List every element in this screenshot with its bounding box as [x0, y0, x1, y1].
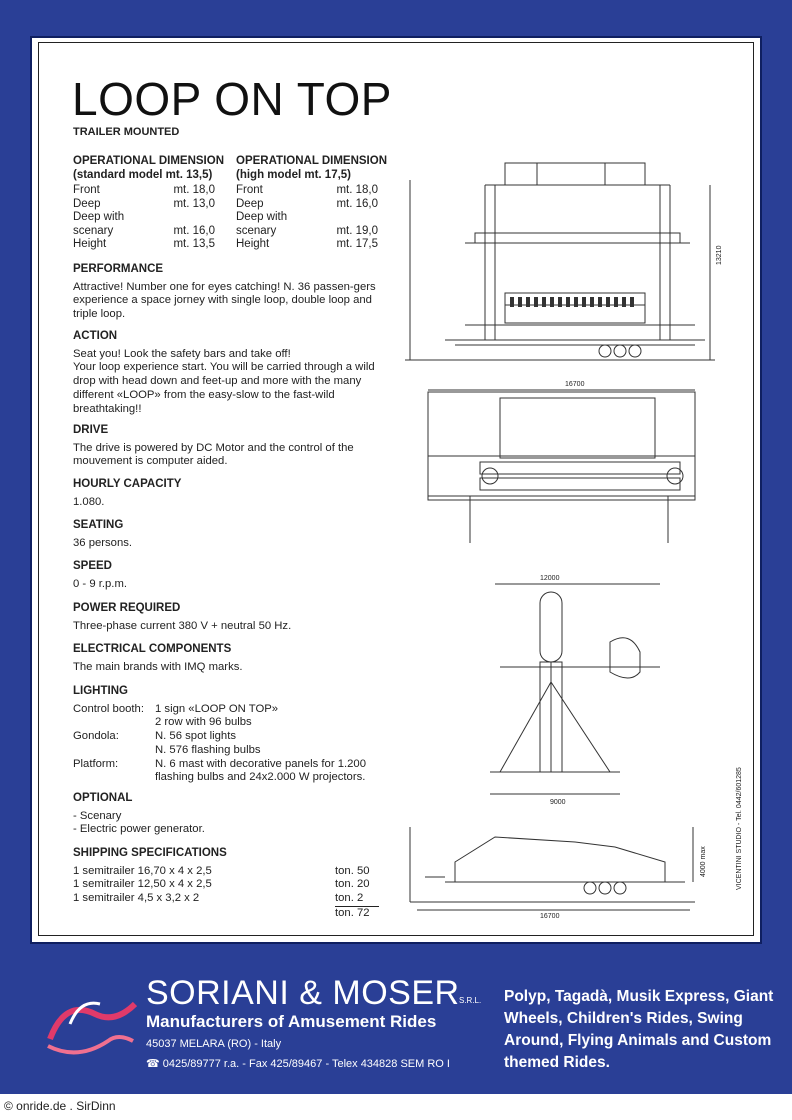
- dim-row: Height mt. 13,5: [73, 238, 215, 250]
- image-credit: © onride.de . SirDinn: [0, 1094, 792, 1120]
- section-performance: [73, 263, 383, 322]
- brand-tagline: Manufacturers of Amusement Rides: [146, 1012, 437, 1031]
- section-seating: [73, 519, 383, 550]
- height-label: 13210: [716, 245, 723, 265]
- brand-suffix: S.R.L.: [459, 996, 482, 1005]
- section-optional: [73, 792, 383, 837]
- shipping-table: [73, 865, 379, 921]
- lighting-row: Platform: N. 6 mast with decorative panels for 1.200 flashing bulbs and 24x2.000 W projectors.: [73, 757, 366, 784]
- company-logo: [40, 984, 140, 1064]
- dim-row: Deep mt. 13,0: [73, 197, 215, 210]
- section-heading: LIGHTING: [73, 685, 128, 697]
- section-heading: OPTIONAL: [73, 792, 133, 804]
- company-contact: ☎ 0425/89777 r.a. - Fax 425/89467 - Telex 434828 SEM RO I: [146, 1058, 450, 1070]
- dim-row: scenary mt. 16,0: [73, 224, 215, 237]
- section-text: Seat you! Look the safety bars and take off!: [73, 347, 291, 360]
- dim-row: scenary mt. 19,0: [236, 224, 378, 237]
- dimension-model: (standard model mt. 13,5): [73, 168, 213, 181]
- product-list: Polyp, Tagadà, Musik Express, Giant Wheels, Children's Rides, Swing Around, Flying Animals and Custom themed Rides.: [504, 988, 774, 1071]
- dimension-high: [236, 155, 387, 252]
- top-plan-drawing: [410, 378, 710, 548]
- section-shipping: [73, 847, 383, 921]
- section-heading: ACTION: [73, 330, 118, 342]
- table-row: 1 semitrailer 4,5 x 3,2 x 2 ton. 2: [73, 892, 379, 906]
- section-text: 36 persons.: [73, 536, 133, 549]
- section-power: [73, 602, 383, 633]
- top-width-label: 16700: [565, 381, 585, 388]
- lighting-row: Control booth: 1 sign «LOOP ON TOP» 2 row with 96 bulbs: [73, 702, 279, 729]
- dimension-heading: OPERATIONAL DIMENSION: [236, 155, 387, 167]
- section-speed: [73, 560, 383, 591]
- section-text: The drive is powered by DC Motor and the control of the mouvement is computer aided.: [73, 441, 354, 468]
- trailer-transport-drawing: [405, 822, 705, 922]
- section-text: The main brands with IMQ marks.: [73, 660, 243, 673]
- section-heading: HOURLY CAPACITY: [73, 478, 182, 490]
- front-elevation-drawing: [405, 155, 735, 370]
- section-heading: DRIVE: [73, 424, 109, 436]
- table-row-total: ton. 72: [335, 906, 370, 919]
- list-item: - Scenary: [73, 809, 122, 822]
- dim-row: Front mt. 18,0: [236, 184, 378, 196]
- table-row: 1 semitrailer 16,70 x 4 x 2,5 ton. 50: [73, 864, 370, 877]
- lighting-row: Gondola: N. 56 spot lights N. 576 flashing bulbs: [73, 730, 261, 756]
- dim-row: Front mt. 18,0: [73, 184, 215, 196]
- dim-row: Height mt. 17,5: [236, 238, 378, 250]
- dim-row: Deep with: [236, 211, 288, 223]
- list-item: - Electric power generator.: [73, 823, 205, 836]
- dimension-standard: [73, 155, 224, 252]
- section-action: [73, 330, 383, 416]
- page-title: LOOP ON TOP: [72, 73, 392, 125]
- brand-name: SORIANI & MOSER: [146, 974, 460, 1012]
- section-text: Attractive! Number one for eyes catching! N. 36 passen-gers experience a space jorney with single loop, double loop and triple loop.: [73, 280, 376, 321]
- section-hourly-capacity: [73, 478, 383, 509]
- section-drive: [73, 424, 383, 469]
- section-heading: SEATING: [73, 519, 124, 531]
- trailer-length-label: 16700: [540, 913, 560, 920]
- lighting-table: [73, 703, 366, 785]
- dim-row: Deep mt. 16,0: [236, 197, 378, 210]
- studio-credit: VICENTINI STUDIO - Tel. 0442/601285: [736, 767, 743, 890]
- section-text: Your loop experience start. You will be carried through a wild drop with head down and feet-up and more with the many different «LOOP» from the easy-slow to the fast-wild breathtaking!!: [73, 361, 375, 415]
- side-elevation-drawing: [480, 572, 680, 807]
- table-row: 1 semitrailer 12,50 x 4 x 2,5 ton. 20: [73, 878, 370, 891]
- section-lighting: [73, 685, 383, 785]
- section-heading: PERFORMANCE: [73, 263, 164, 275]
- section-text: 0 - 9 r.p.m.: [73, 577, 127, 590]
- section-text: 1.080.: [73, 495, 105, 508]
- section-heading: ELECTRICAL COMPONENTS: [73, 643, 232, 655]
- section-heading: SPEED: [73, 560, 112, 572]
- section-heading: POWER REQUIRED: [73, 602, 181, 614]
- side-width-label: 12000: [540, 575, 560, 582]
- dimension-heading: OPERATIONAL DIMENSION: [73, 155, 224, 167]
- page-subtitle: TRAILER MOUNTED: [73, 126, 180, 138]
- section-electrical: [73, 643, 383, 674]
- section-heading: SHIPPING SPECIFICATIONS: [73, 847, 227, 859]
- section-text: Three-phase current 380 V + neutral 50 Hz.: [73, 619, 292, 632]
- side-base-label: 9000: [550, 799, 566, 806]
- dimension-model: (high model mt. 17,5): [236, 168, 352, 181]
- trailer-height-label: 4000 max: [700, 846, 707, 877]
- dim-row: Deep with: [73, 211, 125, 223]
- company-address: 45037 MELARA (RO) - Italy: [146, 1038, 282, 1050]
